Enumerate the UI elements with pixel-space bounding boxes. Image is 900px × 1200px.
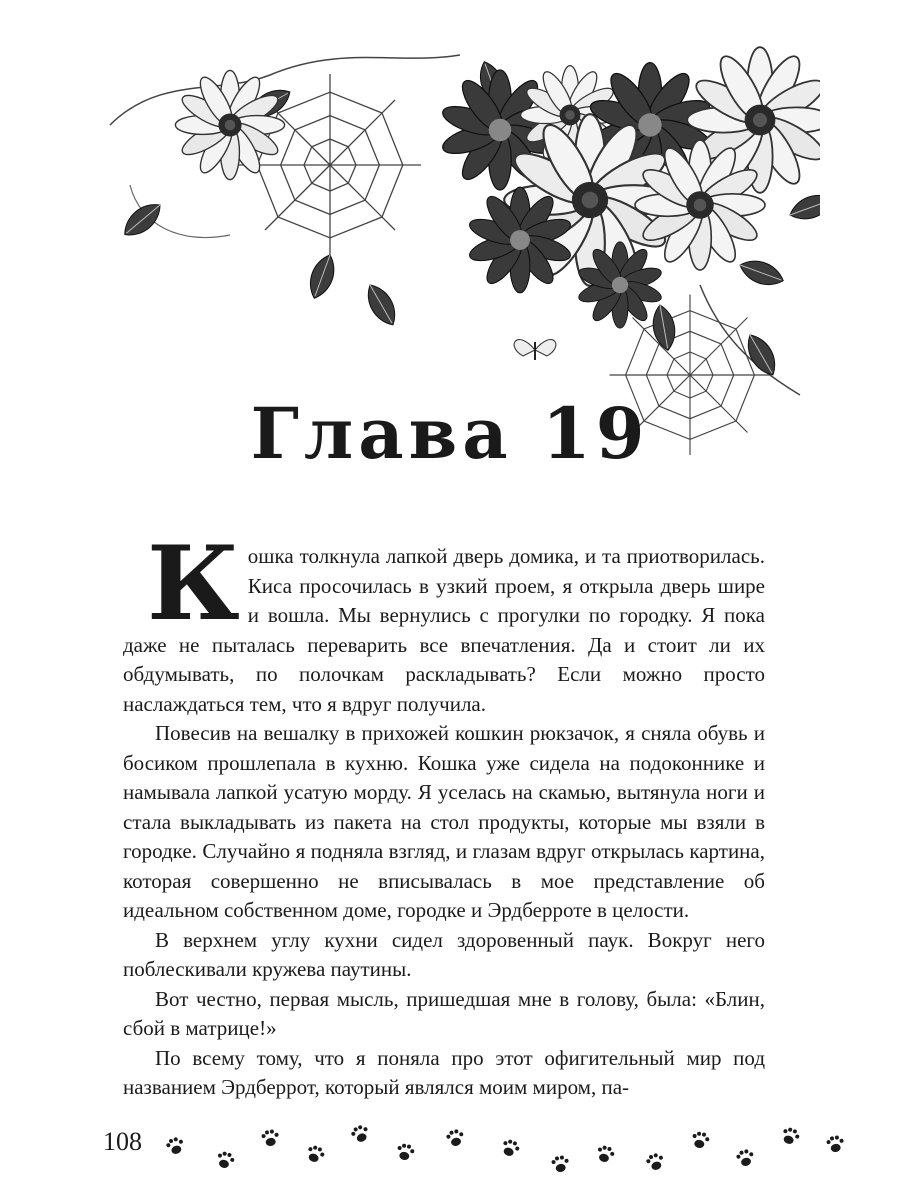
chapter-title: Глава 19	[250, 392, 650, 475]
paragraph: Повесив на вешалку в прихожей кошкин рюкзачок, я сняла обувь и босиком прошлепала в кухню. Кошка уже сидела на подоконнике и намывала лапкой усатую морду. Я уселась на скамью, вытянула ноги и стала выкладывать из пакета на стол продукты, которые мы взяли в городке. Случайно я подняла взгляд, и глазам вдруг открылась картина, которая совершенно не вписывалась в мое представление об идеальном собственном доме, городке и Эрдберроте в целости.	[123, 721, 765, 922]
paragraph: По всему тому, что я поняла про этот офигительный мир под названием Эрдберрот, который являлся моим миром, па-	[123, 1045, 765, 1099]
paragraph	[123, 524, 765, 719]
paw-prints-ornament	[160, 1118, 860, 1178]
paragraph-text: ошка толкнула лапкой дверь домика, и та приотворилась. Киса просочилась в узкий проем, я открыла дверь шире и вошла. Мы вернулись с прогулки по городку. Я пока даже не пыталась переварить все впечатления. Да и стоит ли их обдумывать, по полочкам раскладывать? Если можно просто наслаждаться тем, что я вдруг получила.	[123, 544, 765, 716]
paragraph: Вот честно, первая мысль, пришедшая мне в голову, была: «Блин, сбой в матрице!»	[123, 986, 765, 1040]
page-number: 108	[103, 1127, 142, 1156]
body-text	[123, 524, 765, 1103]
drop-cap: К	[147, 524, 240, 644]
paragraph: В верхнем углу кухни сидел здоровенный паук. Вокруг него поблескивали кружева паутины.	[123, 927, 765, 981]
